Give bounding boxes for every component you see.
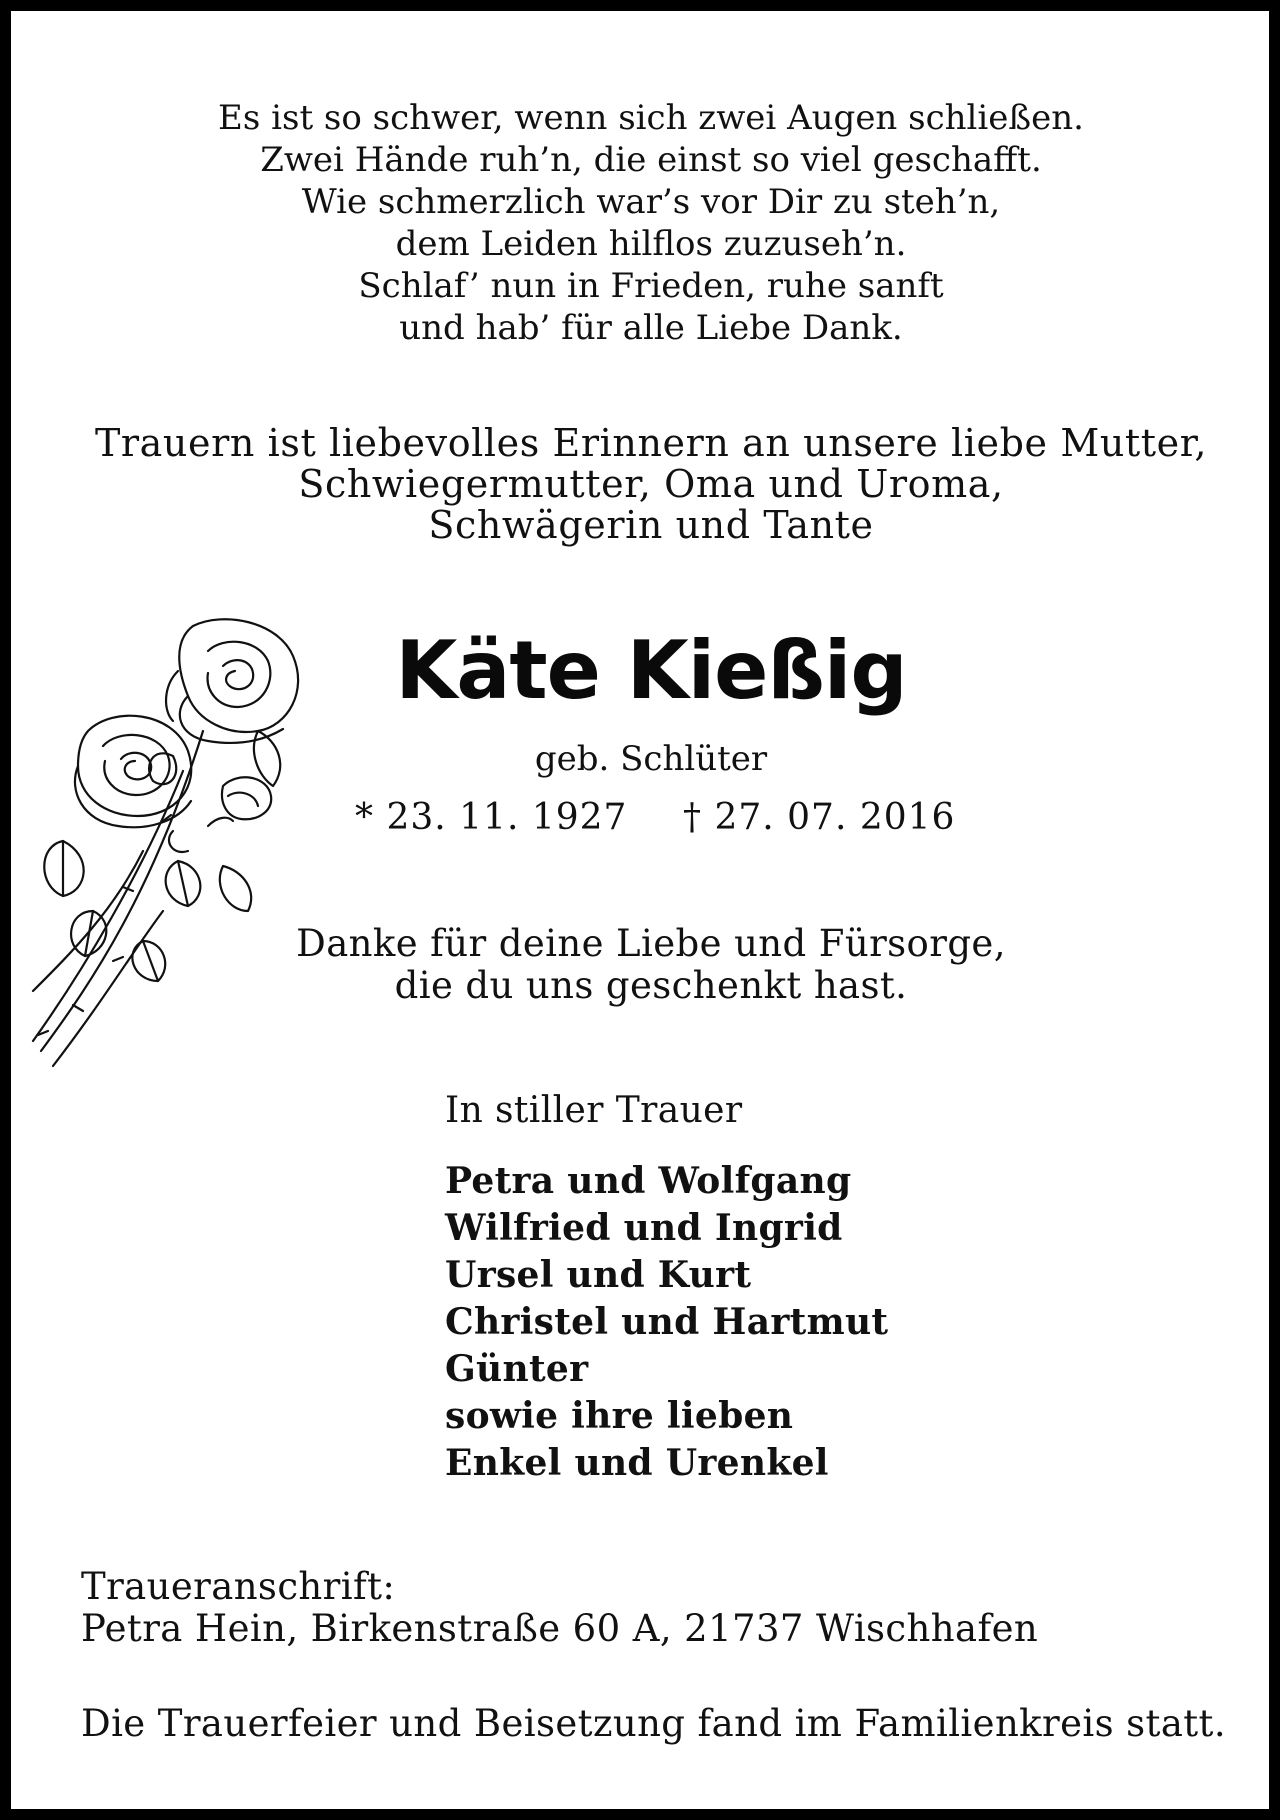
mourner-entry: Wilfried und Ingrid	[445, 1207, 843, 1249]
mourner-entry: sowie ihre lieben	[445, 1395, 794, 1437]
maiden-name: geb. Schlüter	[534, 739, 768, 779]
address: Petra Hein, Birkenstraße 60 A, 21737 Wischhafen	[81, 1607, 1039, 1650]
address-label: Traueranschrift:	[81, 1565, 396, 1608]
poem	[11, 97, 1280, 349]
poem-line: dem Leiden hilflos zuzuseh’n.	[395, 224, 907, 264]
poem-line: Schlaf’ nun in Frieden, ruhe sanft	[358, 266, 944, 306]
poem-line: und hab’ für alle Liebe Dank.	[399, 308, 903, 348]
mourner-entry: Günter	[445, 1348, 589, 1390]
poem-line: Zwei Hände ruh’n, die einst so viel geschafft.	[260, 140, 1042, 180]
mourner-entry: Enkel und Urenkel	[445, 1442, 829, 1484]
thanks-line: Danke für deine Liebe und Fürsorge,	[296, 922, 1006, 965]
mourners-list	[445, 1158, 888, 1487]
mourning-heading: In stiller Trauer	[445, 1090, 743, 1131]
roses-illustration-icon	[23, 611, 303, 1091]
intro-line: Trauern ist liebevolles Erinnern an unsere liebe Mutter,	[94, 421, 1208, 465]
mourner-entry: Ursel und Kurt	[445, 1254, 752, 1296]
intro-text	[11, 423, 1280, 546]
closing-note: Die Trauerfeier und Beisetzung fand im Familienkreis statt.	[81, 1702, 1226, 1745]
birth-date: * 23. 11. 1927	[355, 797, 628, 838]
death-date: † 27. 07. 2016	[683, 797, 956, 838]
thanks-text	[11, 923, 1280, 1007]
thanks-line: die du uns geschenkt hast.	[394, 964, 908, 1007]
mourner-entry: Petra und Wolfgang	[445, 1160, 852, 1202]
mourner-entry: Christel und Hartmut	[445, 1301, 889, 1343]
poem-line: Es ist so schwer, wenn sich zwei Augen schließen.	[218, 98, 1084, 138]
intro-line: Schwiegermutter, Oma und Uroma,	[298, 462, 1004, 506]
deceased-name: Käte Kießig	[395, 624, 907, 717]
intro-line: Schwägerin und Tante	[428, 503, 874, 547]
poem-line: Wie schmerzlich war’s vor Dir zu steh’n,	[301, 182, 1001, 222]
